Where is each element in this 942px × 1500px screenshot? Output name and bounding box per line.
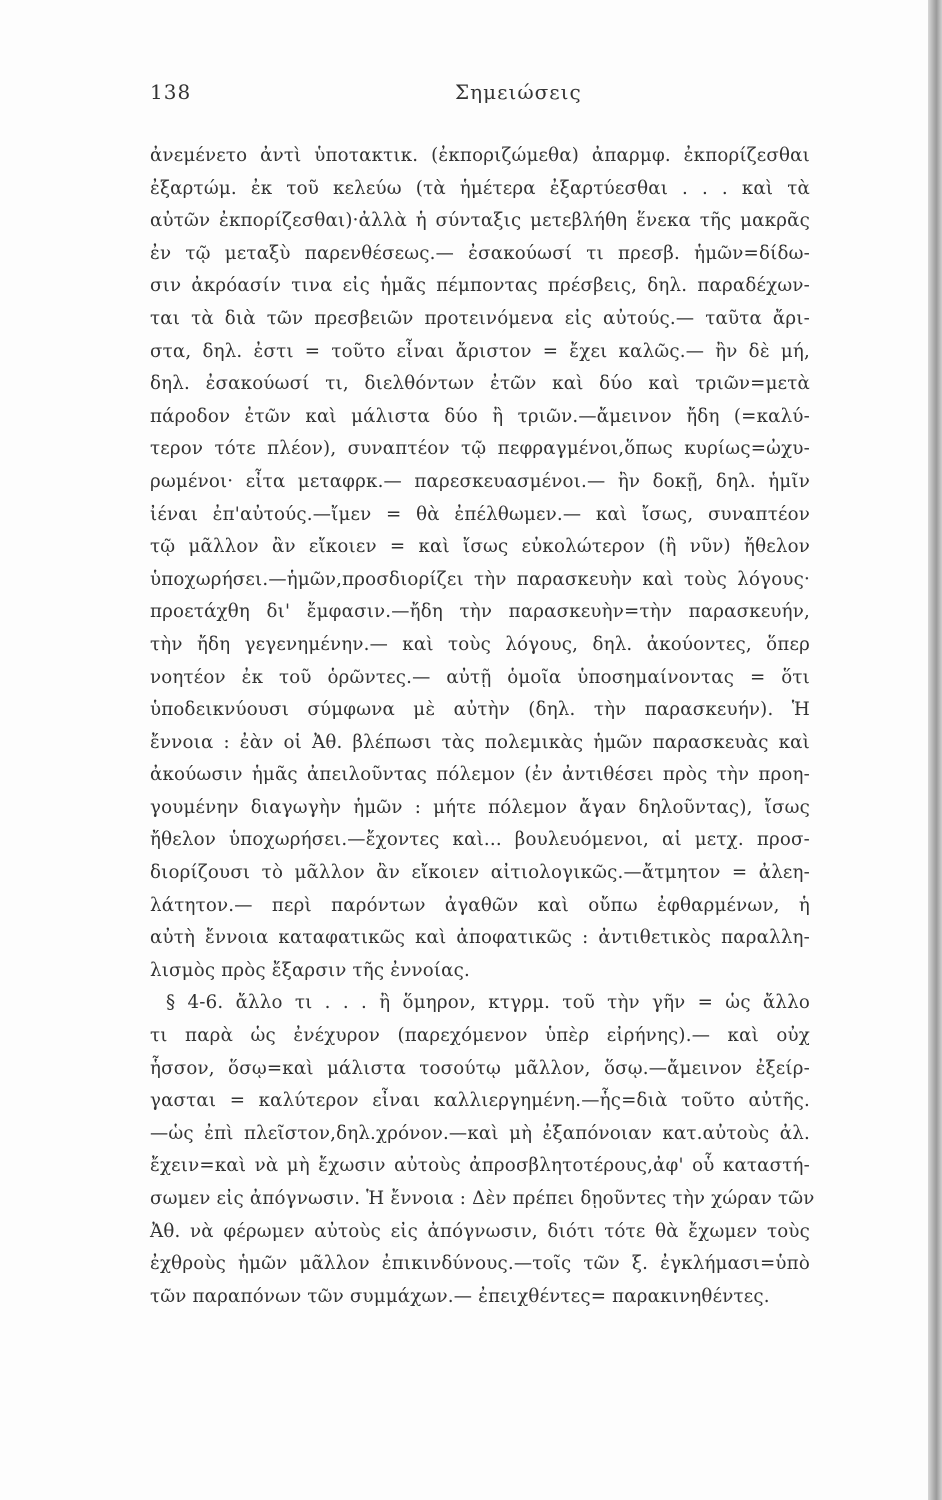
- text-line: ἐξαρτώμ. ἐκ τοῦ κελεύω (τὰ ἡμέτερα ἐξαρτύεσθαι . . . καὶ τὰ: [150, 177, 810, 199]
- text-line: ἀκούωσιν ἡμᾶς ἀπειλοῦντας πόλεμον (ἐν ἀντιθέσει πρὸς τὴν προη-: [150, 764, 810, 786]
- text-line: ἐχθροὺς ἡμῶν μᾶλλον ἐπικινδύνους.—τοῖς τῶν ξ. ἐγκλήμασι=ὑπὸ: [150, 1253, 810, 1275]
- page-edge-shadow: [928, 0, 942, 1500]
- text-line: ἐν τῷ μεταξὺ παρενθέσεως.— ἐσακούωσί τι πρεσβ. ἡμῶν=δίδω-: [150, 242, 810, 264]
- text-line: τῶν παραπόνων τῶν συμμάχων.— ἐπειχθέντες= παρακινηθέντες.: [150, 1285, 770, 1307]
- running-title: Σημειώσεις: [455, 80, 582, 104]
- text-line: τερον τότε πλέον), συναπτέον τῷ πεφραγμένοι,ὅπως κυρίως=ὠχυ-: [150, 438, 810, 460]
- text-line: λάτητον.— περὶ παρόντων ἀγαθῶν καὶ οὔπω ἐφθαρμένων, ἡ: [150, 894, 810, 916]
- text-line: προετάχθη δι' ἔμφασιν.—ἤδη τὴν παρασκευὴν=τὴν παρασκευήν,: [150, 601, 810, 623]
- text-line: τι παρὰ ὡς ἐνέχυρον (παρεχόμενον ὑπὲρ εἰρήνης).— καὶ οὐχ: [150, 1025, 810, 1047]
- text-line: σωμεν εἰς ἀπόγνωσιν. Ἡ ἔννοια : Δὲν πρέπει δῃοῦντες τὴν χώραν τῶν: [150, 1188, 815, 1209]
- text-line: δηλ. ἐσακούωσί τι, διελθόντων ἐτῶν καὶ δύο καὶ τριῶν=μετὰ: [150, 373, 810, 395]
- text-line: ἀνεμένετο ἀντὶ ὑποτακτικ. (ἐκποριζώμεθα) ἀπαρμφ. ἐκπορίζεσθαι: [150, 145, 810, 166]
- text-line: ὑποχωρήσει.—ἡμῶν,προσδιορίζει τὴν παρασκευὴν καὶ τοὺς λόγους·: [150, 568, 810, 590]
- text-line: στα, δηλ. ἐστι = τοῦτο εἶναι ἄριστον = ἔχει καλῶς.— ἢν δὲ μή,: [150, 340, 810, 362]
- text-line: νοητέον ἐκ τοῦ ὁρῶντες.— αὐτῇ ὁμοῖα ὑποσημαίνοντας = ὅτι: [150, 666, 810, 688]
- text-line: Ἀθ. νὰ φέρωμεν αὐτοὺς εἰς ἀπόγνωσιν, διότι τότε θὰ ἔχωμεν τοὺς: [150, 1220, 810, 1242]
- text-line: ἤθελον ὑποχωρήσει.—ἔχοντες καὶ... βουλευόμενοι, αἱ μετχ. προσ-: [150, 829, 810, 851]
- page-number: 138: [150, 80, 192, 104]
- text-line: § 4-6. ἄλλο τι . . . ἢ ὅμηρον, κτγρμ. τοῦ τὴν γῆν = ὡς ἄλλο: [166, 992, 810, 1014]
- commentary-text: [150, 140, 815, 1313]
- text-line: αὐτὴ ἔννοια καταφατικῶς καὶ ἀποφατικῶς : ἀντιθετικὸς παραλλη-: [150, 927, 810, 949]
- text-line: διορίζουσι τὸ μᾶλλον ἂν εἴκοιεν αἰτιολογικῶς.—ἄτμητον = ἀλεη-: [150, 862, 810, 884]
- text-line: γουμένην διαγωγὴν ἡμῶν : μήτε πόλεμον ἄγαν δηλοῦντας), ἴσως: [150, 796, 810, 818]
- text-line: αὐτῶν ἐκπορίζεσθαι)·ἀλλὰ ἡ σύνταξις μετεβλήθη ἕνεκα τῆς μακρᾶς: [150, 210, 810, 232]
- text-line: ὑποδεικνύουσι σύμφωνα μὲ αὐτὴν (δηλ. τὴν παρασκευήν). Ἡ: [150, 699, 810, 721]
- text-line: τὴν ἤδη γεγενημένην.— καὶ τοὺς λόγους, δηλ. ἀκούοντες, ὅπερ: [150, 633, 810, 655]
- page-header: [150, 80, 810, 120]
- text-line: γασται = καλύτερον εἶναι καλλιεργημένη.—ἧς=διὰ τοῦτο αὐτῆς.: [150, 1090, 810, 1112]
- text-line: λισμὸς πρὸς ἔξαρσιν τῆς ἐννοίας.: [150, 959, 471, 981]
- text-line: ρωμένοι· εἶτα μεταφρκ.— παρεσκευασμένοι.— ἢν δοκῇ, δηλ. ἡμῖν: [150, 470, 810, 492]
- text-line: σιν ἀκρόασίν τινα εἰς ἡμᾶς πέμποντας πρέσβεις, δηλ. παραδέχων-: [150, 275, 810, 297]
- text-line: —ὡς ἐπὶ πλεῖστον,δηλ.χρόνον.—καὶ μὴ ἐξαπόνοιαν κατ.αὐτοὺς ἀλ.: [150, 1122, 810, 1144]
- text-line: πάροδον ἐτῶν καὶ μάλιστα δύο ἢ τριῶν.—ἄμεινον ἤδη (=καλύ-: [150, 405, 810, 427]
- text-line: ται τὰ διὰ τῶν πρεσβειῶν προτεινόμενα εἰς αὐτούς.— ταῦτα ἄρι-: [150, 307, 810, 329]
- text-line: ἧσσον, ὅσῳ=καὶ μάλιστα τοσούτῳ μᾶλλον, ὅσῳ.—ἄμεινον ἐξείρ-: [150, 1057, 810, 1079]
- text-line: ἰέναι ἐπ'αὐτούς.—ἴμεν = θὰ ἐπέλθωμεν.— καὶ ἴσως, συναπτέον: [150, 503, 810, 525]
- text-line: ἔννοια : ἐὰν οἱ Ἀθ. βλέπωσι τὰς πολεμικὰς ἡμῶν παρασκευὰς καὶ: [150, 731, 810, 753]
- text-line: ἔχειν=καὶ νὰ μὴ ἔχωσιν αὐτοὺς ἀπροσβλητοτέρους,ἀφ' οὗ καταστή-: [150, 1155, 810, 1177]
- text-line: τῷ μᾶλλον ἂν εἴκοιεν = καὶ ἴσως εὐκολώτερον (ἢ νῦν) ἤθελον: [150, 536, 810, 558]
